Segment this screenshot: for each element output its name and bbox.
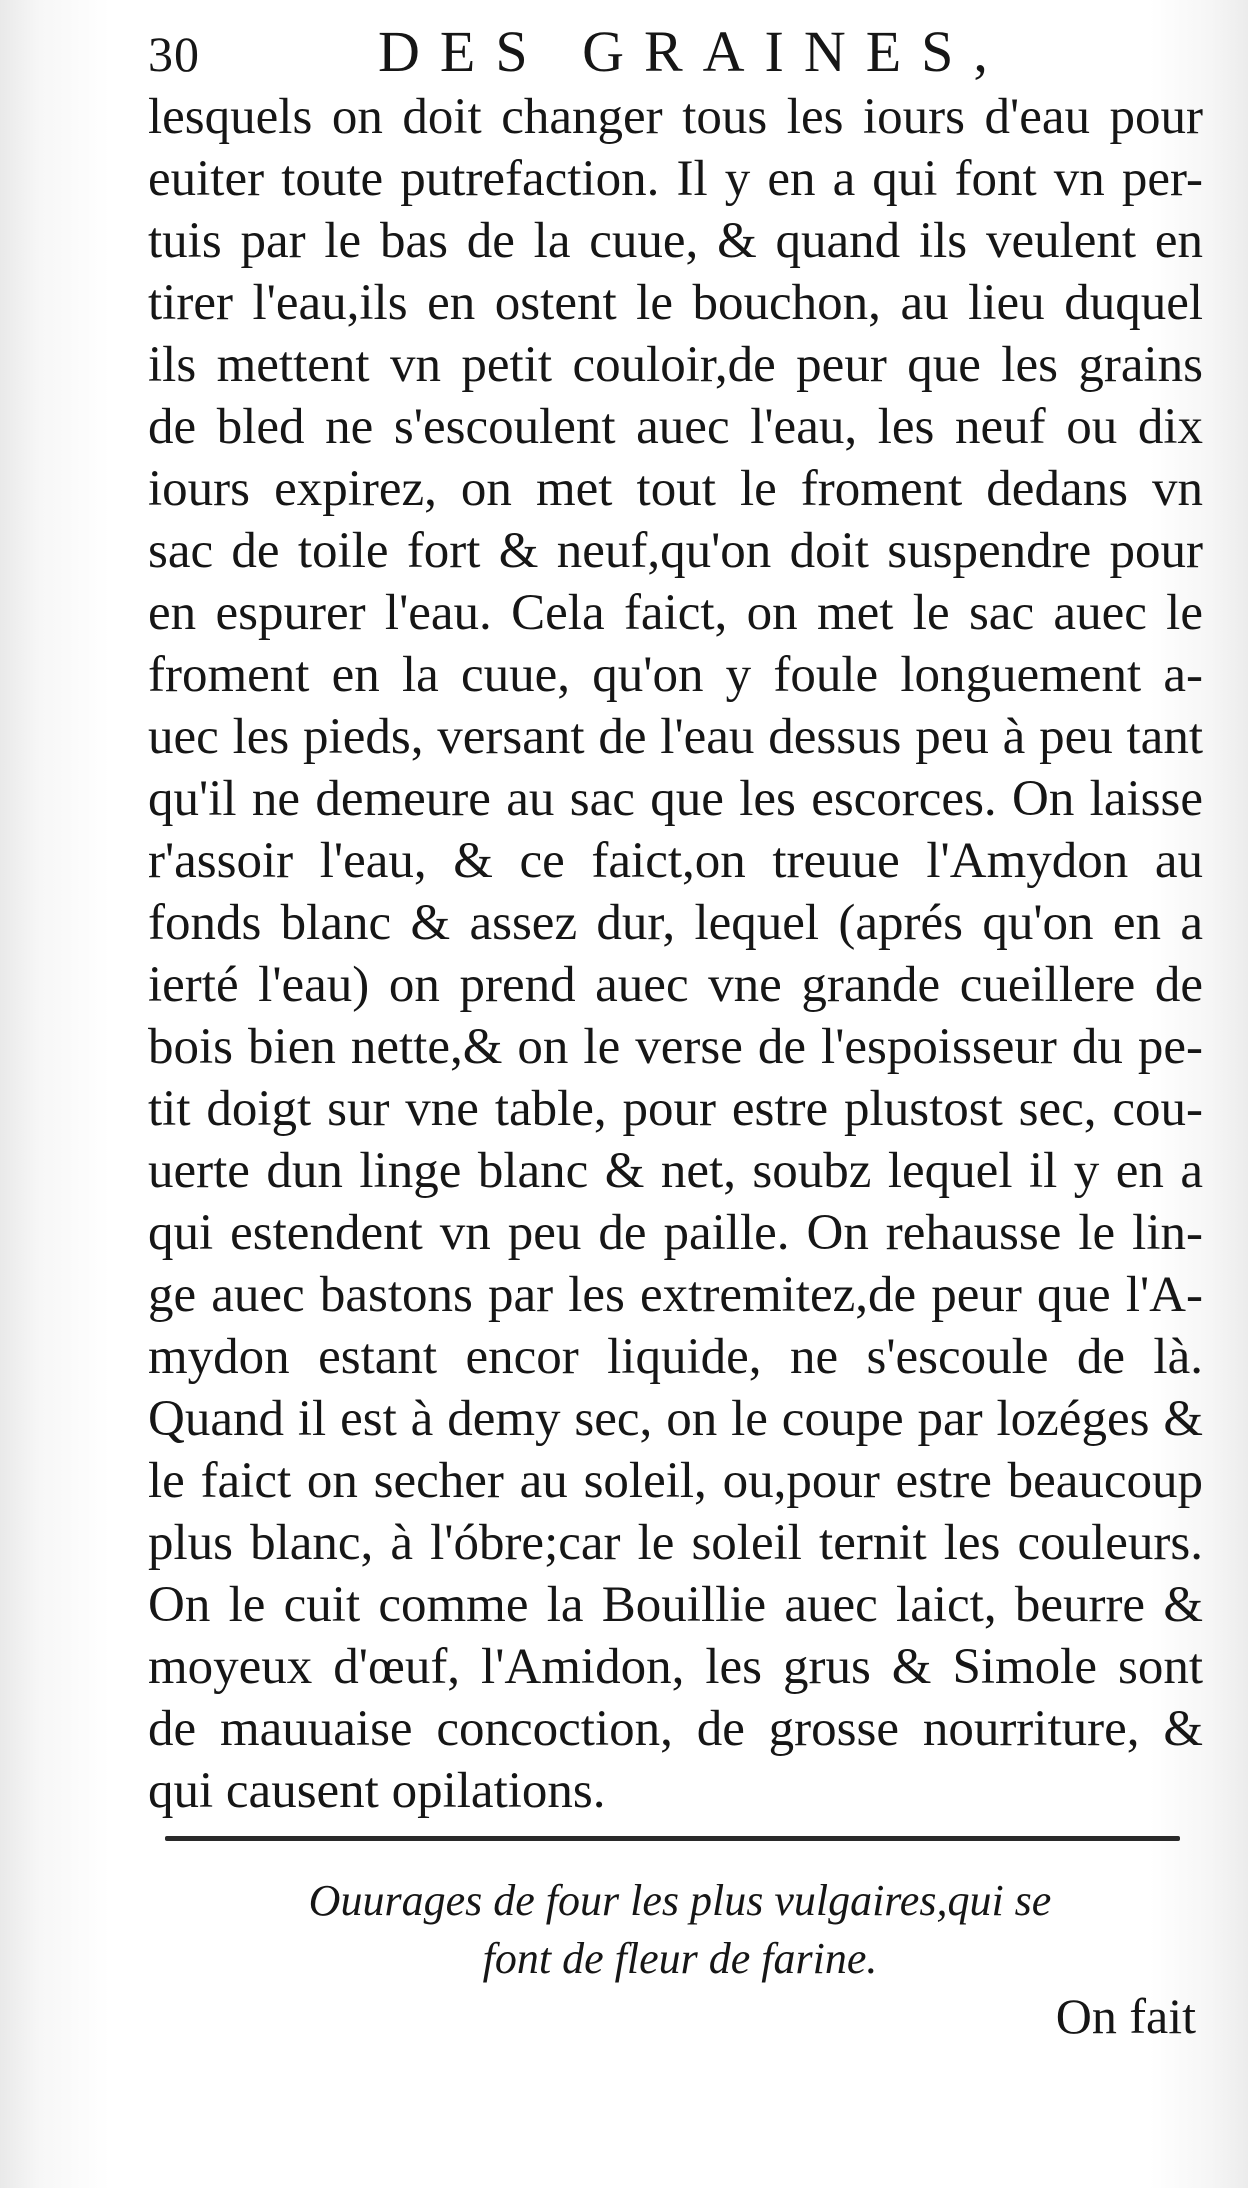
running-title: DES GRAINES,	[378, 19, 1008, 84]
text-line: sac de toile fort & neuf,qu'on doit suspendre pour	[148, 523, 1203, 579]
page-header	[148, 18, 1048, 84]
text-line: Quand il est à demy sec, on le coupe par lozéges &	[148, 1391, 1203, 1447]
text-line: euiter toute putrefaction. Il y en a qui font vn per-	[148, 151, 1203, 207]
text-line: lesquels on doit changer tous les iours d'eau pour	[148, 89, 1203, 145]
page-number: 30	[148, 26, 200, 82]
text-line: plus blanc, à l'óbre;car le soleil ternit les couleurs.	[148, 1515, 1203, 1571]
text-line: tuis par le bas de la cuue, & quand ils veulent en	[148, 213, 1203, 269]
section-divider-rule	[165, 1836, 1180, 1841]
text-line: froment en la cuue, qu'on y foule longuement a-	[148, 647, 1203, 703]
text-line: On le cuit comme la Bouillie auec laict, beurre &	[148, 1577, 1203, 1633]
section-heading-line-1: Ouurages de four les plus vulgaires,qui se	[308, 1876, 1052, 1925]
text-line: bois bien nette,& on le verse de l'espoisseur du pe-	[148, 1019, 1203, 1075]
text-line: ils mettent vn petit couloir,de peur que les grains	[148, 337, 1203, 393]
text-line: le faict on secher au soleil, ou,pour estre beaucoup	[148, 1453, 1203, 1509]
text-line: ge auec bastons par les extremitez,de peur que l'A-	[148, 1267, 1203, 1323]
text-line: tit doigt sur vne table, pour estre plustost sec, cou-	[148, 1081, 1203, 1137]
section-heading	[180, 1872, 1180, 1988]
text-line: moyeux d'œuf, l'Amidon, les grus & Simole sont	[148, 1639, 1203, 1695]
text-line: r'assoir l'eau, & ce faict,on treuue l'Amydon au	[148, 833, 1203, 889]
text-line: uerte dun linge blanc & net, soubz lequel il y en a	[148, 1143, 1203, 1199]
text-line: qui estendent vn peu de paille. On rehausse le lin-	[148, 1205, 1203, 1261]
text-line: fonds blanc & assez dur, lequel (aprés qu'on en a	[148, 895, 1203, 951]
text-line: en espurer l'eau. Cela faict, on met le sac auec le	[148, 585, 1203, 641]
text-line: qu'il ne demeure au sac que les escorces. On laisse	[148, 771, 1203, 827]
section-heading-line-2: font de fleur de farine.	[482, 1934, 878, 1983]
text-line: de bled ne s'escoulent auec l'eau, les neuf ou dix	[148, 399, 1203, 455]
text-line: mydon estant encor liquide, ne s'escoule de là.	[148, 1329, 1203, 1385]
text-line: iours expirez, on met tout le froment dedans vn	[148, 461, 1203, 517]
catchword: On fait	[1055, 1988, 1196, 2044]
text-line: ierté l'eau) on prend auec vne grande cueillere de	[148, 957, 1203, 1013]
text-line-last: qui causent opilations.	[148, 1763, 606, 1819]
text-line: de mauuaise concoction, de grosse nourriture, &	[148, 1701, 1203, 1757]
text-line: tirer l'eau,ils en ostent le bouchon, au lieu duquel	[148, 275, 1203, 331]
text-line: uec les pieds, versant de l'eau dessus peu à peu tant	[148, 709, 1203, 765]
body-text	[148, 86, 1203, 1822]
